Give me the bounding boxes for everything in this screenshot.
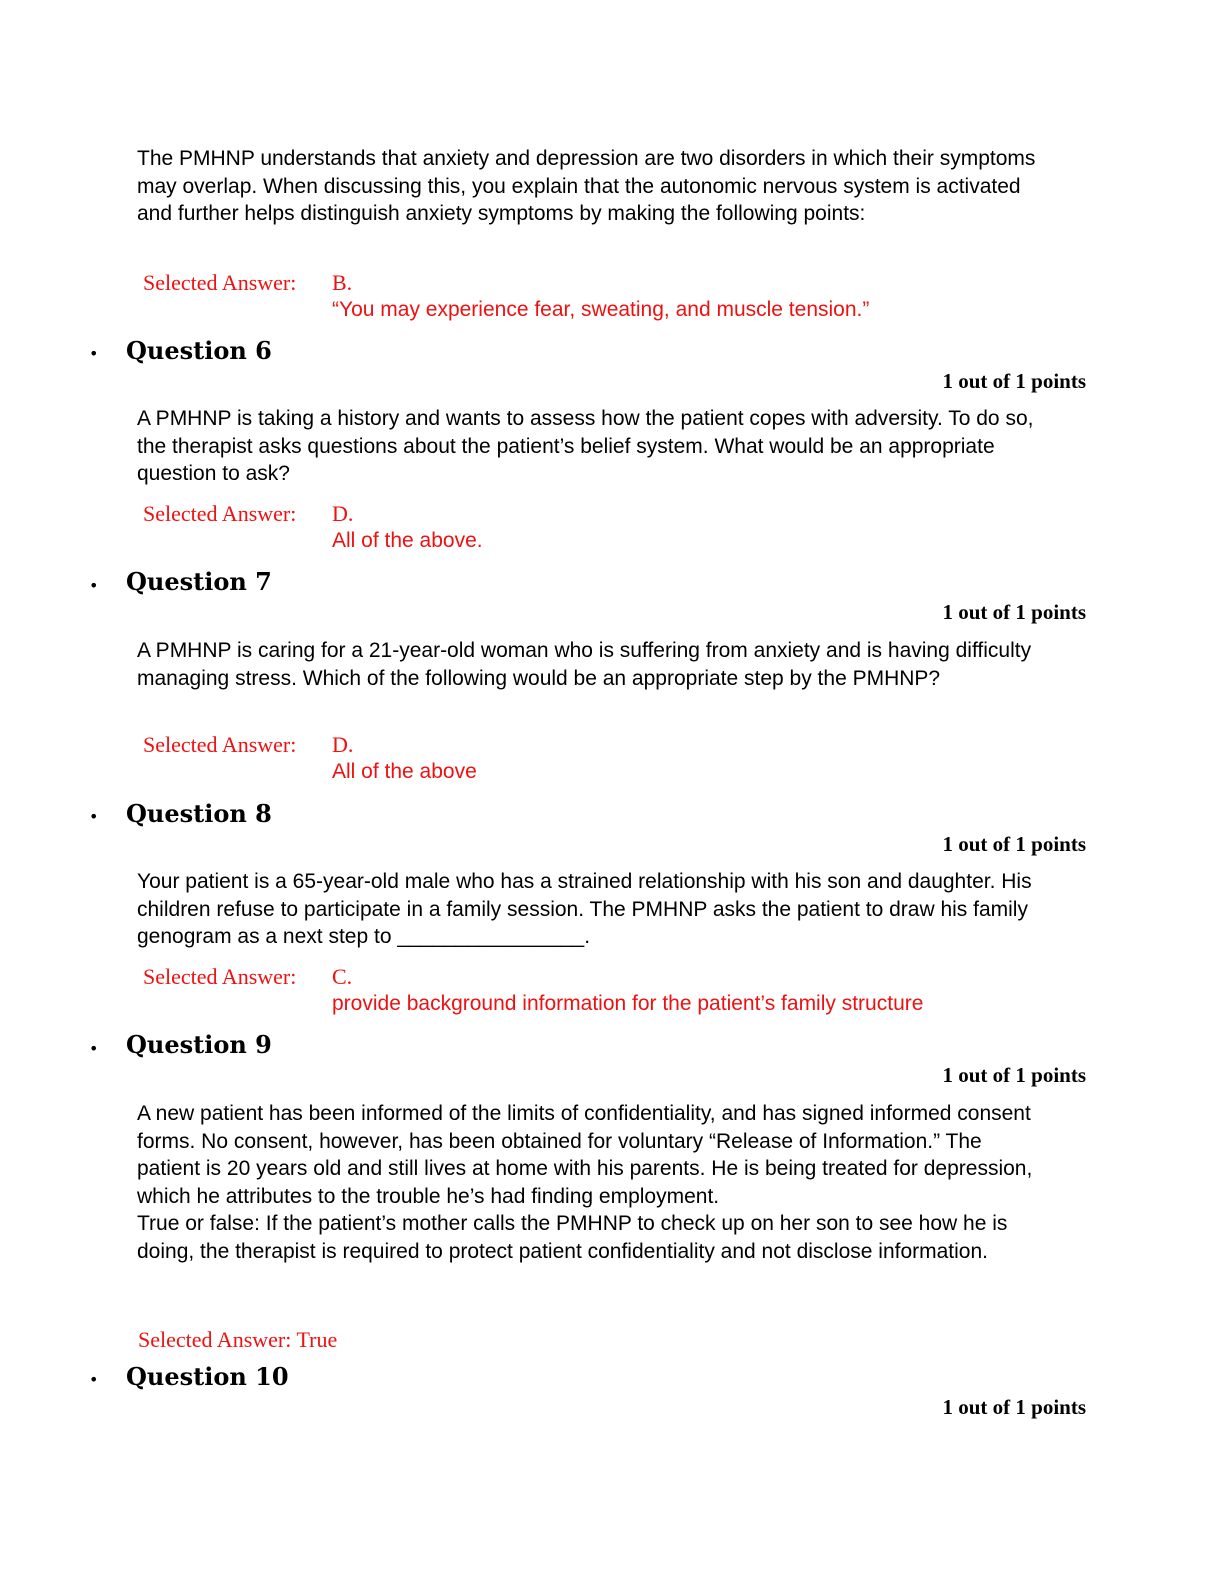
question-8-prompt: [137, 868, 1047, 951]
question-5-prompt-text: The PMHNP understands that anxiety and depression are two disorders in which their symptoms may overlap. When discussing this, you explain that the autonomic nervous system is activated and further helps distinguish anxiety symptoms by making the following points:: [137, 147, 1036, 225]
question-9-prompt: [137, 1100, 1047, 1265]
question-7-bullet: •: [89, 576, 99, 595]
question-5-prompt: [137, 145, 1047, 228]
question-5-selected-answer-label: Selected Answer:: [143, 270, 297, 295]
question-8-selected-answer-label: Selected Answer:: [143, 964, 297, 989]
question-7-selected-answer-label: Selected Answer:: [143, 732, 297, 757]
question-5-answer-letter: B.: [332, 270, 353, 295]
question-9-prompt-text-2: True or false: If the patient’s mother calls the PMHNP to check up on her son to see how he is doing, the therapist is required to protect patient confidentiality and not disclose information.: [137, 1212, 1008, 1263]
question-6-points: 1 out of 1 points: [942, 369, 1086, 393]
question-6-prompt-text: A PMHNP is taking a history and wants to assess how the patient copes with adversity. To do so, the therapist asks questions about the patient’s belief system. What would be an appropriate question to ask?: [137, 407, 1034, 485]
question-8-bullet: •: [89, 807, 99, 826]
question-7-answer-text: All of the above: [332, 760, 477, 783]
question-9-selected-answer: Selected Answer: True: [138, 1327, 338, 1352]
question-8-prompt-text: Your patient is a 65-year-old male who has a strained relationship with his son and daughter. His children refuse to participate in a family session. The PMHNP asks the patient to draw his family genogram as a next step to ________________.: [137, 870, 1032, 948]
question-8-heading: Question 8: [126, 799, 272, 828]
question-6-selected-answer-label: Selected Answer:: [143, 501, 297, 526]
question-9-points: 1 out of 1 points: [942, 1063, 1086, 1087]
question-7-points: 1 out of 1 points: [942, 600, 1086, 624]
question-8-answer-letter: C.: [332, 964, 353, 989]
question-6-bullet: •: [89, 344, 99, 363]
question-9-heading: Question 9: [126, 1030, 272, 1059]
question-6-answer-letter: D.: [332, 501, 354, 526]
question-7-prompt: [137, 637, 1047, 692]
question-10-bullet: •: [89, 1370, 99, 1389]
question-8-points: 1 out of 1 points: [942, 832, 1086, 856]
question-7-heading: Question 7: [126, 567, 272, 596]
question-5-answer-text: “You may experience fear, sweating, and muscle tension.”: [332, 298, 870, 321]
question-6-answer-text: All of the above.: [332, 529, 483, 552]
question-6-prompt: [137, 405, 1047, 488]
question-10-heading: Question 10: [126, 1362, 289, 1391]
question-8-answer-text: provide background information for the patient’s family structure: [332, 992, 924, 1015]
question-7-prompt-text: A PMHNP is caring for a 21-year-old woman who is suffering from anxiety and is having difficulty managing stress. Which of the following would be an appropriate step by the PMHNP?: [137, 639, 1032, 690]
question-7-answer-letter: D.: [332, 732, 354, 757]
question-9-prompt-text-1: A new patient has been informed of the limits of confidentiality, and has signed informed consent forms. No consent, however, has been obtained for voluntary “Release of Information.” The patient is 20 years old and still lives at home with his parents. He is being treated for depression, which he attributes to the trouble he’s had finding employment.: [137, 1102, 1033, 1208]
question-6-heading: Question 6: [126, 336, 272, 365]
question-10-points: 1 out of 1 points: [942, 1395, 1086, 1419]
question-9-bullet: •: [89, 1039, 99, 1058]
